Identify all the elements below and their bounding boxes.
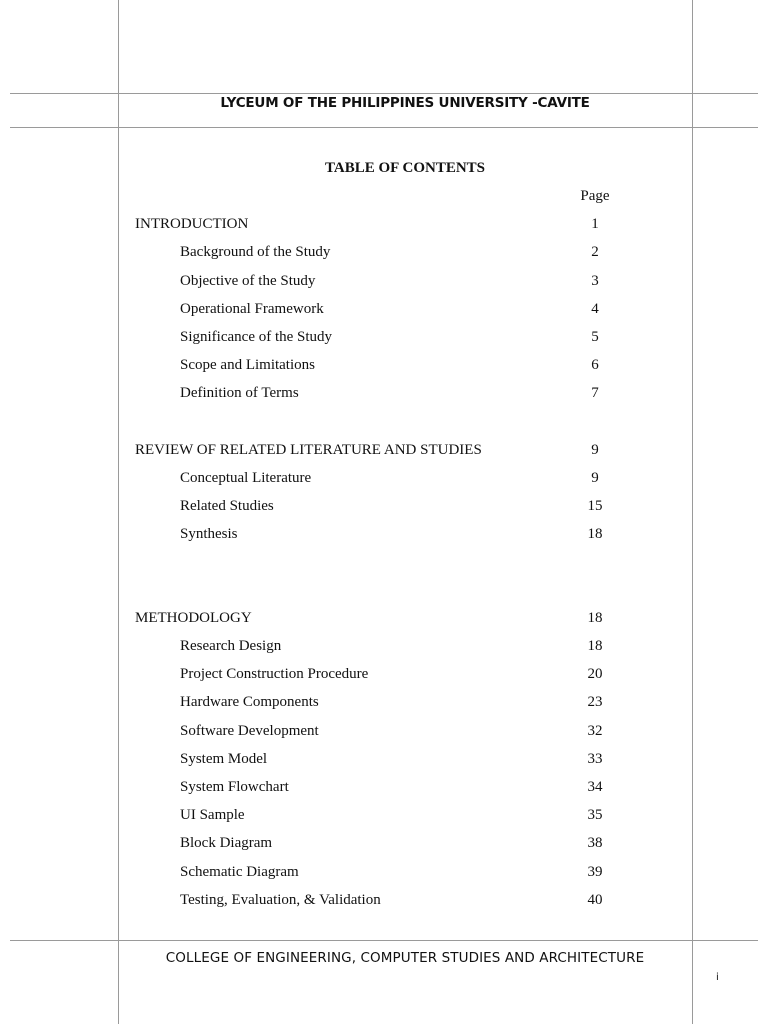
toc-entry [0,498,768,518]
toc-entry [0,610,768,630]
toc-subsection: UI Sample [180,807,245,823]
toc-page-number: 1 [591,216,599,232]
toc-page-number: 39 [587,864,603,880]
page-number: i [716,972,719,983]
toc-entry [0,526,768,546]
toc-entry [0,751,768,771]
toc-subsection: Significance of the Study [180,329,333,345]
toc-page-number: 35 [587,807,603,823]
toc-title: TABLE OF CONTENTS [324,160,486,176]
toc-subsection: Research Design [180,638,282,654]
toc-entry [0,835,768,855]
toc-page-number: 34 [587,779,603,795]
university-header: LYCEUM OF THE PHILIPPINES UNIVERSITY -CAVITE [220,95,590,111]
toc-page-number: 18 [587,638,603,654]
toc-page-number: 5 [591,329,599,345]
toc-entry [0,301,768,321]
toc-entry [0,244,768,264]
toc-entry [0,723,768,743]
toc-entry [0,666,768,686]
toc-entry [0,216,768,236]
toc-subsection: Hardware Components [180,694,319,710]
toc-page-number: 38 [587,835,603,851]
toc-page-number: 20 [587,666,603,682]
toc-page-number: 40 [587,892,603,908]
toc-subsection: Conceptual Literature [180,470,312,486]
toc-entry [0,470,768,490]
toc-subsection: System Model [180,751,268,767]
header-top-line [10,93,758,94]
header-bottom-line [10,127,758,128]
toc-subsection: Block Diagram [180,835,273,851]
toc-entry [0,892,768,912]
toc-page-number: 18 [587,526,603,542]
toc-section-heading: REVIEW OF RELATED LITERATURE AND STUDIES [135,442,482,458]
toc-page-number: 7 [591,385,599,401]
toc-subsection: System Flowchart [180,779,289,795]
toc-subsection: Definition of Terms [180,385,299,401]
toc-subsection: Testing, Evaluation, & Validation [180,892,381,908]
toc-entry [0,273,768,293]
toc-entry [0,779,768,799]
toc-page-number: 32 [587,723,603,739]
toc-page-number: 2 [591,244,599,260]
toc-entry [0,385,768,405]
toc-subsection: Objective of the Study [180,273,316,289]
toc-subsection: Software Development [180,723,319,739]
toc-entry [0,357,768,377]
toc-page-number: 18 [587,610,603,626]
toc-entry [0,807,768,827]
toc-page-number: 4 [591,301,599,317]
toc-subsection: Schematic Diagram [180,864,299,880]
toc-subsection: Operational Framework [180,301,324,317]
college-footer: COLLEGE OF ENGINEERING, COMPUTER STUDIES AND ARCHITECTURE [165,950,645,966]
toc-entry [0,329,768,349]
toc-entry [0,442,768,462]
toc-page-number: 6 [591,357,599,373]
toc-page-number: 33 [587,751,603,767]
toc-subsection: Scope and Limitations [180,357,315,373]
toc-page-number: 9 [591,470,599,486]
toc-subsection: Project Construction Procedure [180,666,369,682]
toc-entry [0,694,768,714]
toc-entry [0,638,768,658]
page-column-label: Page [580,188,610,204]
toc-subsection: Background of the Study [180,244,331,260]
toc-section-heading: INTRODUCTION [135,216,249,232]
toc-page-number: 3 [591,273,599,289]
toc-section-heading: METHODOLOGY [135,610,252,626]
footer-top-line [10,940,758,941]
toc-subsection: Related Studies [180,498,274,514]
toc-entry [0,864,768,884]
toc-page-number: 23 [587,694,603,710]
toc-page-number: 9 [591,442,599,458]
toc-subsection: Synthesis [180,526,238,542]
toc-page-number: 15 [587,498,603,514]
